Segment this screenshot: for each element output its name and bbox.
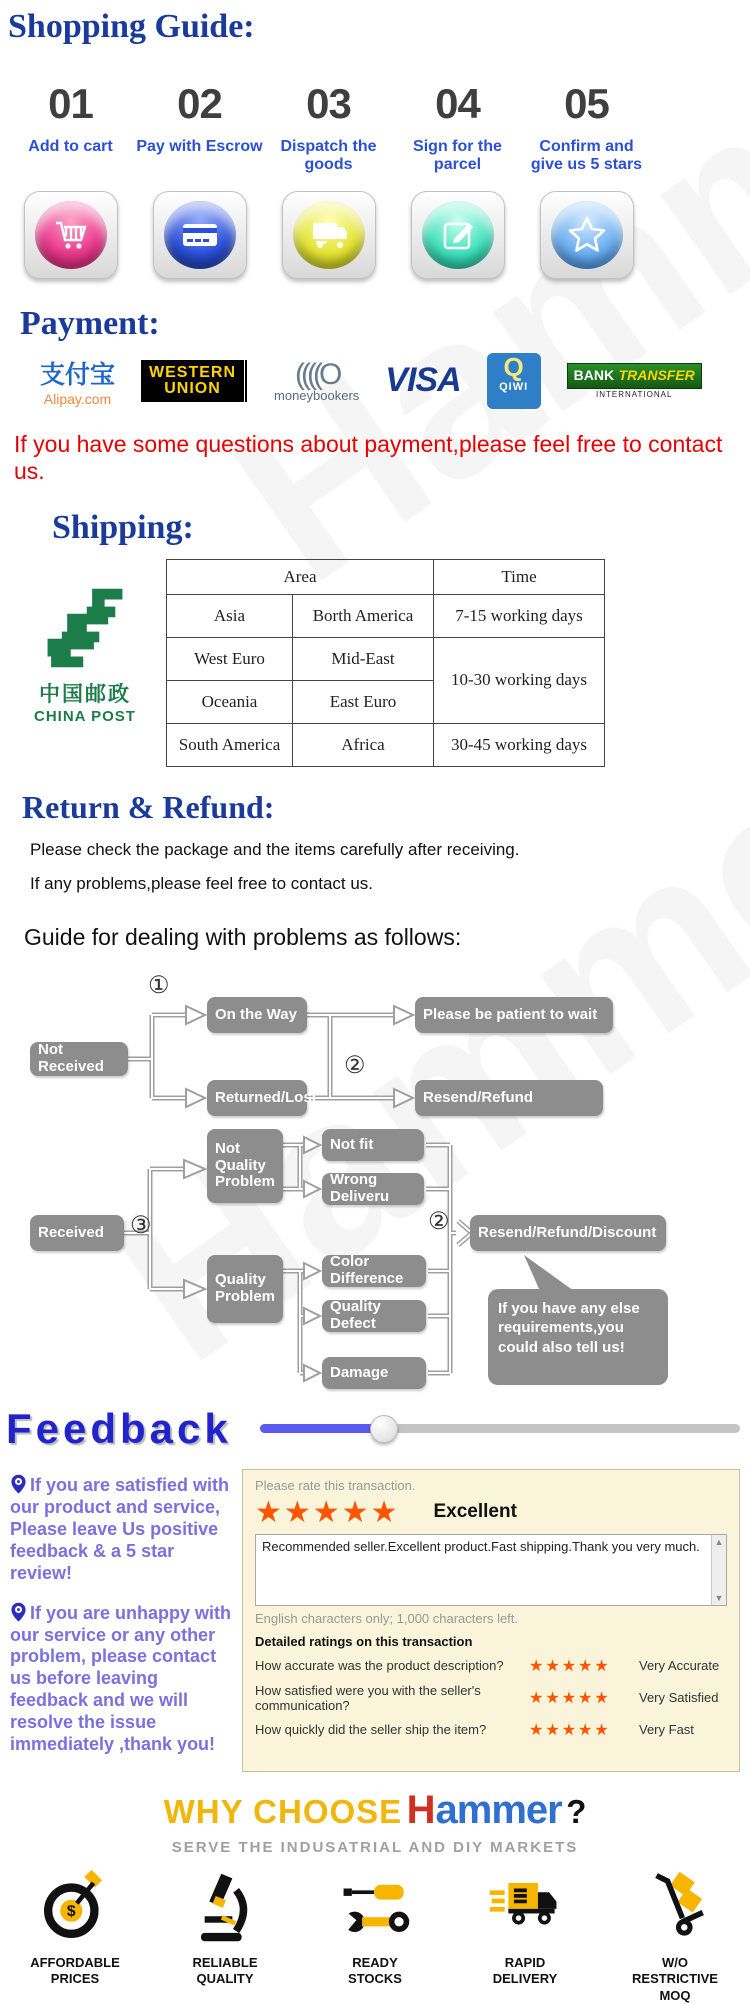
rating-question: How accurate was the product description? xyxy=(255,1658,504,1674)
step-label: Dispatch the goods xyxy=(280,138,377,174)
microscope-icon xyxy=(188,1870,262,1944)
western-union-line2: UNION xyxy=(164,379,221,397)
textarea-scrollbar[interactable] xyxy=(711,1535,726,1605)
qiwi-q-icon: Q xyxy=(503,351,524,382)
feature-label: RAPID xyxy=(504,1955,546,1971)
truck-fast-icon xyxy=(488,1870,562,1944)
star-icon xyxy=(566,214,608,256)
flow-quality-defect: Quality Defect xyxy=(322,1300,426,1332)
flow-step-3-badge: ③ xyxy=(130,1211,152,1239)
target-dollar-icon xyxy=(38,1870,112,1944)
flow-quality-problem: Quality Problem xyxy=(207,1255,283,1323)
alipay-cn-text: 支付宝 xyxy=(40,361,116,389)
western-union-logo xyxy=(141,360,248,402)
flow-patient: Please be patient to wait xyxy=(415,997,613,1033)
brand-logo-h: H xyxy=(406,1788,436,1833)
table-row xyxy=(167,594,605,637)
sign-icon xyxy=(438,215,478,255)
step-2 xyxy=(135,80,264,175)
china-post-emblem-icon xyxy=(39,587,131,669)
feedback-negative-text: If you are unhappy with our service or any other problem, please contact us before leaving feedback and we will resolve the issue immediately ,thank you! xyxy=(10,1602,232,1755)
qiwi-label: QIWI xyxy=(499,381,529,394)
step-number: 04 xyxy=(435,80,480,127)
qiwi-logo xyxy=(487,353,541,409)
return-refund-title: Return & Refund: xyxy=(22,788,275,825)
moneybookers-logo xyxy=(274,358,359,403)
features-row xyxy=(0,1870,750,2004)
detailed-ratings-heading: Detailed ratings on this transaction xyxy=(255,1633,473,1649)
feature-reliable-quality xyxy=(150,1870,300,2004)
rating-row xyxy=(255,1656,727,1676)
flow-color-difference: Color Difference xyxy=(322,1255,426,1287)
step-number: 05 xyxy=(564,80,609,127)
feature-ready-stocks xyxy=(300,1870,450,2004)
guide-heading: Guide for dealing with problems as follows: xyxy=(24,923,462,950)
flow-resend-refund: Resend/Refund xyxy=(415,1080,603,1116)
area-cell: Asia xyxy=(167,594,293,637)
confirm-stars-button xyxy=(540,191,634,279)
step-label: Add to cart xyxy=(28,138,113,155)
time-cell: 7-15 working days xyxy=(434,594,605,637)
time-cell: 10-30 working days xyxy=(434,637,605,723)
svg-text:$: $ xyxy=(66,1903,76,1921)
steps-row xyxy=(6,80,654,175)
feature-label: QUALITY xyxy=(196,1971,254,1987)
rating-value: Very Satisfied xyxy=(639,1690,719,1706)
tools-icon xyxy=(338,1870,412,1944)
scroll-down-icon[interactable]: ▼ xyxy=(714,1592,724,1603)
china-post-logo xyxy=(30,587,140,767)
flow-step-2-badge: ② xyxy=(428,1207,450,1235)
flow-on-the-way: On the Way xyxy=(207,997,307,1033)
shopping-guide-title: Shopping Guide: xyxy=(8,8,255,45)
feature-label: MOQ xyxy=(659,1987,691,2003)
area-cell: Borth America xyxy=(293,594,434,637)
china-post-en: CHINA POST xyxy=(34,707,136,725)
flow-not-fit: Not fit xyxy=(322,1129,424,1161)
flow-not-received: Not Received xyxy=(30,1042,128,1076)
moneybookers-arcs-icon: ((((O xyxy=(295,358,339,392)
shipping-table xyxy=(166,559,605,767)
flow-step-1-badge: ① xyxy=(148,971,170,999)
area-cell: South America xyxy=(167,723,293,766)
bank-transfer-word1: BANK xyxy=(573,366,615,383)
feature-label: W/O xyxy=(662,1955,688,1971)
flow-returned-lost: Returned/Lost xyxy=(207,1080,307,1116)
area-cell: Oceania xyxy=(167,680,293,723)
step-number: 03 xyxy=(306,80,351,127)
return-refund-line1: Please check the package and the items carefully after receiving. xyxy=(30,839,520,859)
alipay-logo xyxy=(40,355,115,407)
star-rating-input[interactable]: ★★★★★ xyxy=(529,1689,611,1707)
step-number: 02 xyxy=(177,80,222,127)
flow-note-bubble: If you have any else requirements,you could also tell us! xyxy=(488,1289,668,1385)
header-time: Time xyxy=(434,559,605,594)
slider-fill xyxy=(260,1424,382,1433)
feedback-positive-note xyxy=(10,1473,240,1585)
feature-label: DELIVERY xyxy=(492,1971,558,1987)
why-choose-text: WHY CHOOSE xyxy=(163,1793,403,1831)
flow-wrong-delivery: Wrong Deliveru xyxy=(322,1173,424,1205)
rating-value: Very Fast xyxy=(639,1722,694,1738)
feature-label: READY xyxy=(352,1955,398,1971)
rating-question: How quickly did the seller ship the item? xyxy=(255,1722,487,1738)
time-cell: 30-45 working days xyxy=(434,723,605,766)
step-label: Pay with Escrow xyxy=(136,138,263,155)
problem-flowchart xyxy=(0,957,750,1403)
area-cell: East Euro xyxy=(293,680,434,723)
payment-note: If you have some questions about payment,please feel free to contact us. xyxy=(14,430,723,484)
feature-label: PRICES xyxy=(50,1971,100,1987)
rate-prompt: Please rate this transaction. xyxy=(255,1477,416,1493)
truck-icon xyxy=(308,215,350,255)
feature-label: RESTRICTIVE xyxy=(632,1971,718,1987)
flow-not-quality-problem: Not Quality Problem xyxy=(207,1129,283,1203)
area-cell: Africa xyxy=(293,723,434,766)
brand-logo-rest: ammer xyxy=(435,1788,562,1833)
pin-icon xyxy=(10,1473,27,1495)
step-5 xyxy=(522,80,651,175)
star-rating-input[interactable]: ★★★★★ xyxy=(255,1495,400,1529)
header-area: Area xyxy=(167,559,434,594)
flow-resend-refund-discount: Resend/Refund/Discount xyxy=(470,1215,666,1251)
pay-escrow-button xyxy=(153,191,247,279)
flow-step-2-badge: ② xyxy=(344,1051,366,1079)
slider-thumb[interactable] xyxy=(370,1415,398,1443)
china-post-cn: 中国邮政 xyxy=(39,682,131,706)
feedback-left-column xyxy=(0,1469,242,1772)
rating-row xyxy=(255,1683,727,1713)
step-label: Confirm and give us 5 stars xyxy=(530,138,643,174)
comment-textarea[interactable] xyxy=(255,1534,727,1606)
table-row xyxy=(167,559,605,594)
step-number: 01 xyxy=(48,80,93,127)
rating-label: Excellent xyxy=(433,1501,517,1523)
star-rating-input[interactable]: ★★★★★ xyxy=(529,1657,611,1675)
sign-parcel-button xyxy=(411,191,505,279)
feature-label: STOCKS xyxy=(348,1971,402,1987)
feedback-positive-text: If you are satisfied with our product and service, Please leave Us positive feedback & a 5 star review! xyxy=(10,1474,230,1583)
cart-icon xyxy=(51,215,91,255)
comment-text: Recommended seller.Excellent product.Fast shipping.Thank you very much. xyxy=(262,1538,700,1554)
feedback-negative-note xyxy=(10,1601,240,1757)
rating-question: How satisfied were you with the seller's communication? xyxy=(255,1682,481,1713)
flow-damage: Damage xyxy=(322,1357,426,1389)
credit-card-icon xyxy=(179,215,221,255)
area-cell: Mid-East xyxy=(293,637,434,680)
feature-label: AFFORDABLE xyxy=(30,1955,120,1971)
scroll-up-icon[interactable]: ▲ xyxy=(714,1536,724,1547)
moneybookers-label: moneybookers xyxy=(274,388,360,404)
add-to-cart-button xyxy=(24,191,118,279)
brand-banner xyxy=(0,1788,750,1856)
flow-received: Received xyxy=(30,1215,124,1251)
rating-value: Very Accurate xyxy=(639,1658,720,1674)
rating-panel xyxy=(242,1469,740,1772)
rating-row xyxy=(255,1720,727,1740)
bank-transfer-word3: INTERNATIONAL xyxy=(596,389,673,399)
star-rating-input[interactable]: ★★★★★ xyxy=(529,1721,611,1739)
step-3 xyxy=(264,80,393,175)
area-cell: West Euro xyxy=(167,637,293,680)
step-1 xyxy=(6,80,135,175)
chars-left-note: English characters only; 1,000 characters left. xyxy=(255,1610,519,1626)
bank-transfer-word2: TRANSFER xyxy=(618,366,695,383)
pin-icon xyxy=(10,1601,27,1623)
feedback-slider[interactable] xyxy=(260,1424,740,1433)
feature-no-moq xyxy=(600,1870,750,2004)
bank-transfer-logo xyxy=(567,363,702,399)
brand-tagline: SERVE THE INDUSATRIAL AND DIY MARKETS xyxy=(171,1839,579,1857)
feature-rapid-delivery xyxy=(450,1870,600,2004)
feedback-title: Feedback xyxy=(6,1404,232,1452)
brand-question-mark: ? xyxy=(566,1793,587,1831)
return-refund-line2: If any problems,please feel free to contact us. xyxy=(30,873,374,893)
feature-label: RELIABLE xyxy=(192,1955,258,1971)
dispatch-button xyxy=(282,191,376,279)
table-row xyxy=(167,723,605,766)
step-label: Sign for the parcel xyxy=(413,138,502,174)
shipping-title: Shipping: xyxy=(52,508,194,546)
payment-title: Payment: xyxy=(20,304,160,342)
alipay-en-text: Alipay.com xyxy=(43,390,112,407)
visa-logo: VISA xyxy=(385,361,461,400)
step-4 xyxy=(393,80,522,175)
table-row xyxy=(167,637,605,680)
hand-truck-icon xyxy=(638,1870,712,1944)
feature-affordable-prices xyxy=(0,1870,150,2004)
western-union-line1: WESTERN xyxy=(149,363,237,381)
